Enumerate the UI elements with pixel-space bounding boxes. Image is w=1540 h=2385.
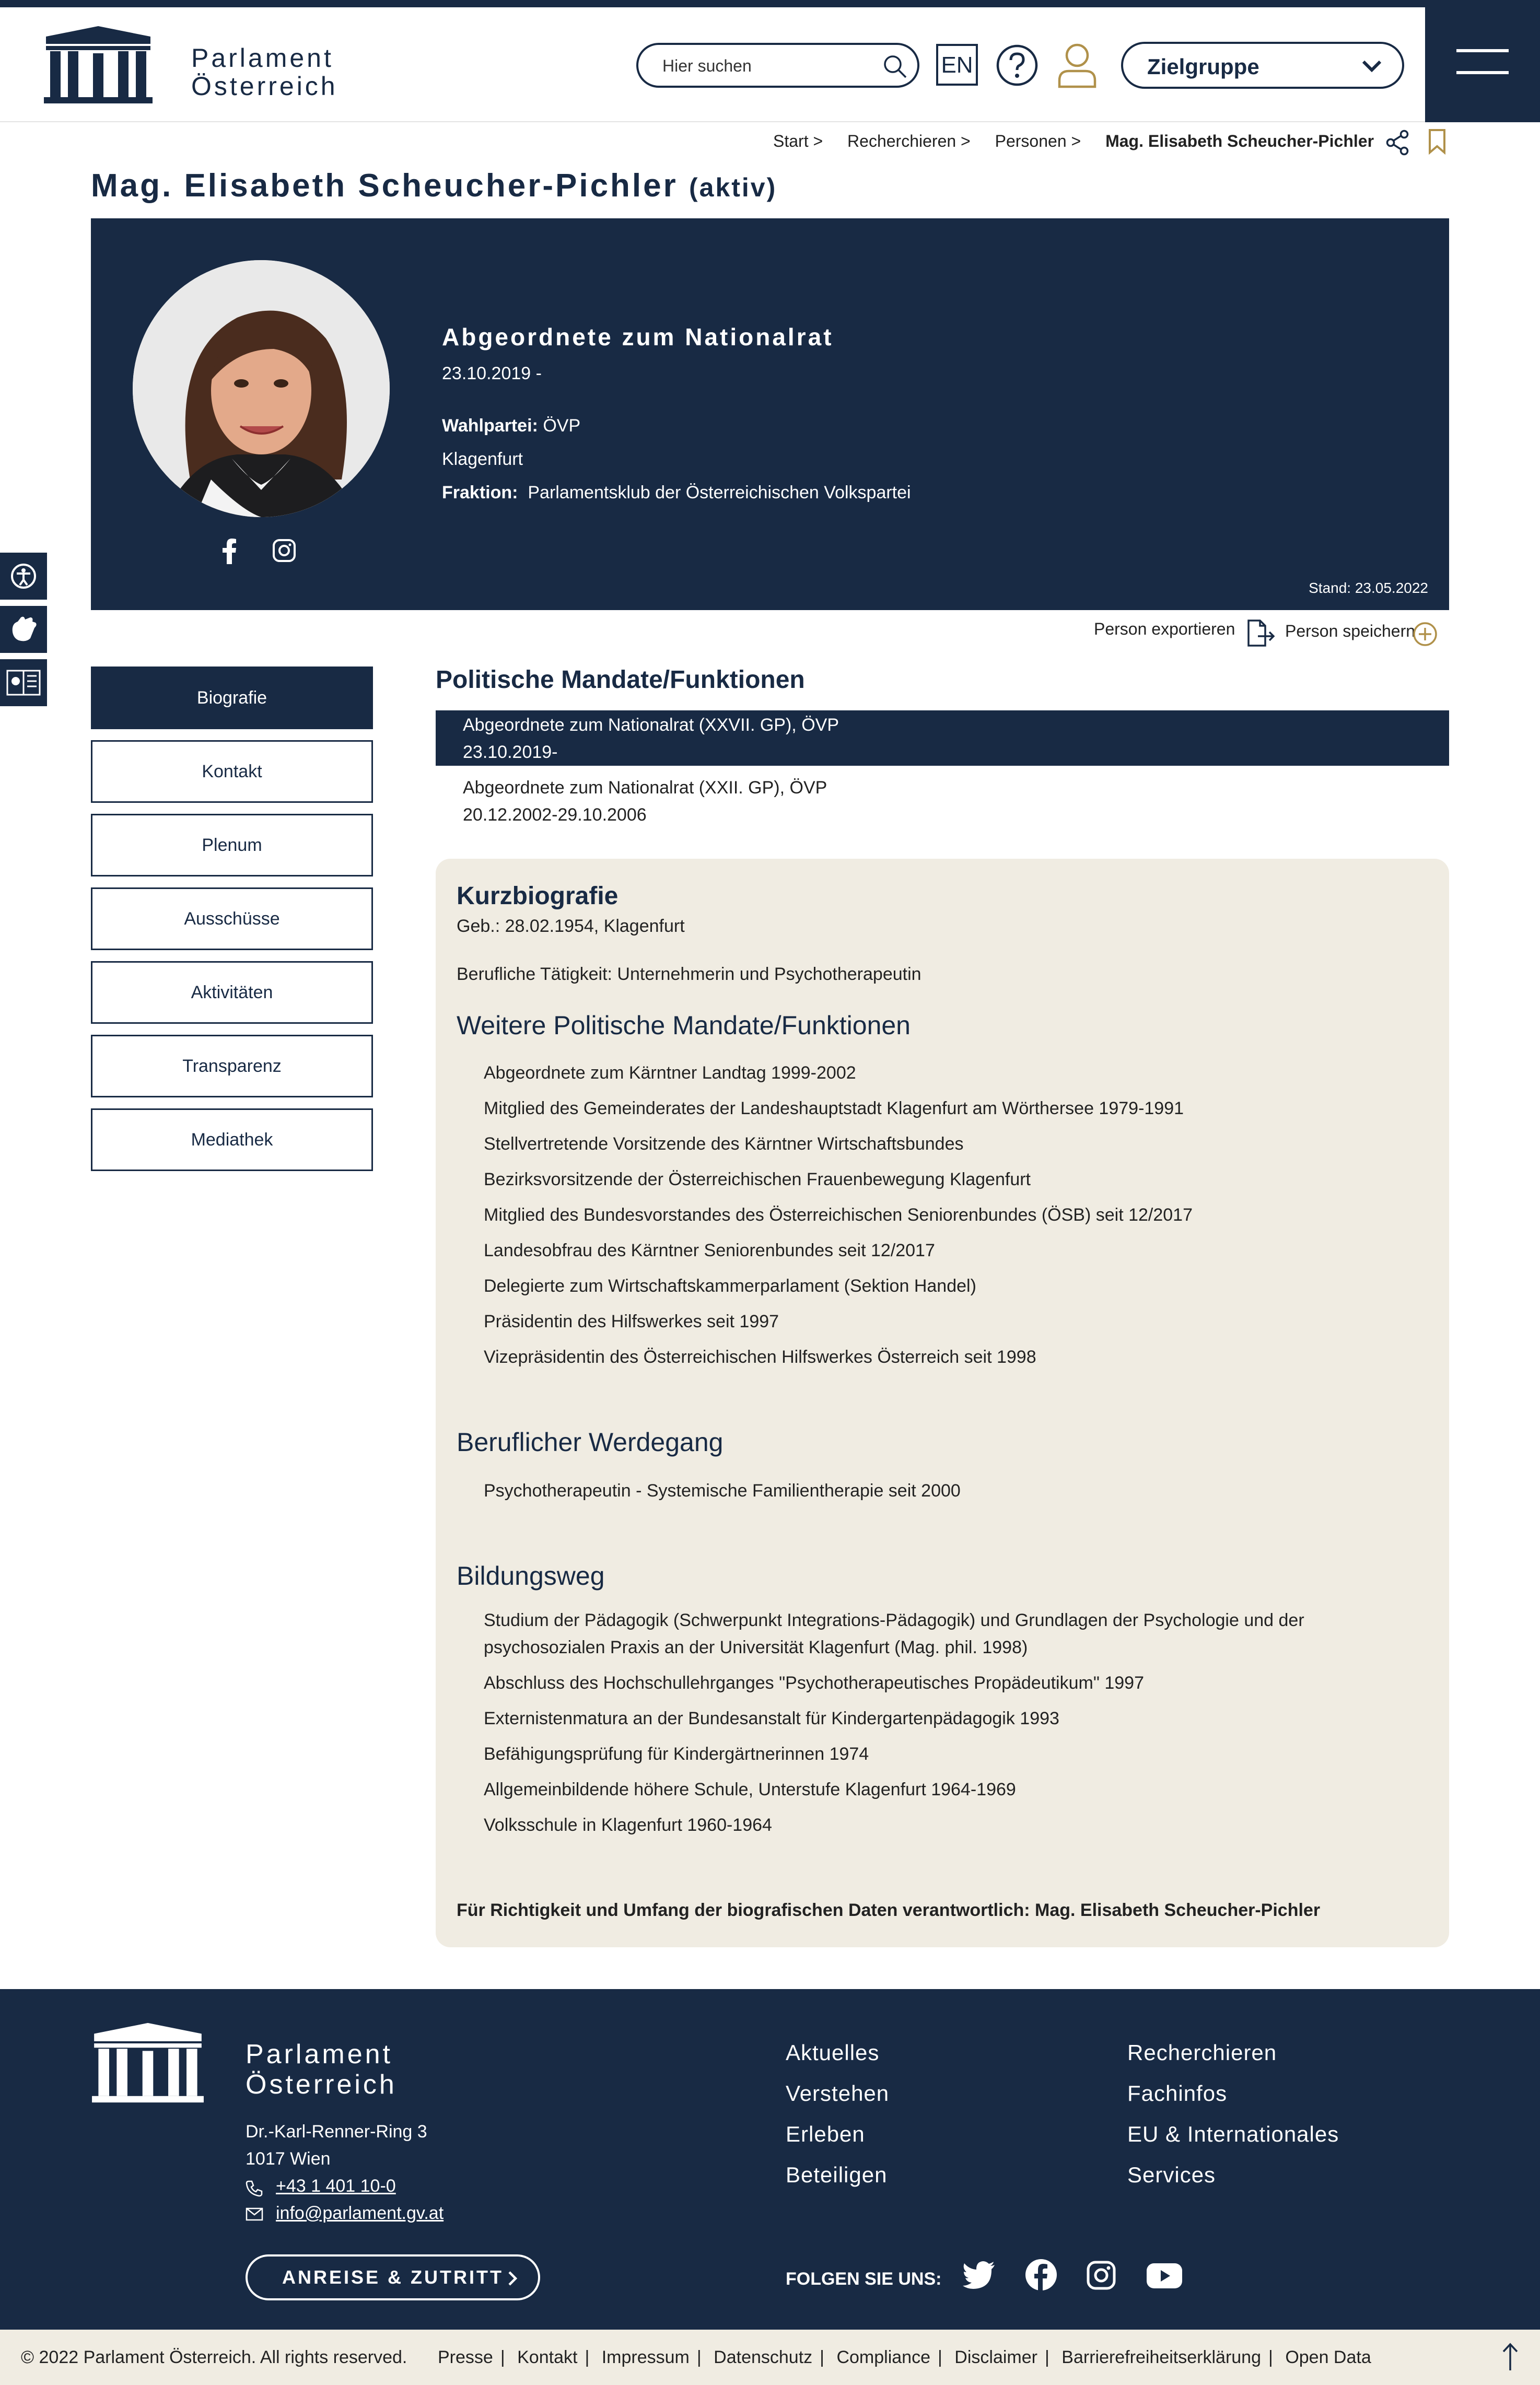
phone-link[interactable]: +43 1 401 10-0 <box>276 2176 396 2196</box>
career-heading: Beruflicher Werdegang <box>457 1428 724 1457</box>
separator: | <box>1268 2347 1273 2367</box>
breadcrumb <box>773 132 1374 151</box>
instagram-icon[interactable] <box>1087 2261 1116 2290</box>
legal-link-disclaimer[interactable]: Disclaimer <box>954 2347 1037 2367</box>
bookmark-icon[interactable] <box>1428 128 1446 155</box>
phone-line <box>246 2176 396 2196</box>
breadcrumb-current: Mag. Elisabeth Scheucher-Pichler <box>1105 132 1374 150</box>
export-person-link[interactable]: Person exportieren <box>1094 619 1235 638</box>
nav-mediathek[interactable]: Mediathek <box>91 1108 373 1171</box>
fraktion-line <box>442 483 911 503</box>
role-date: 23.10.2019 - <box>442 364 542 383</box>
page-title <box>91 167 777 204</box>
footer-link-erleben[interactable]: Erleben <box>786 2122 865 2146</box>
menu-icon-bar <box>1456 71 1509 74</box>
list-item: Studium der Pädagogik (Schwerpunkt Integrations-Pädagogik) und Grundlagen der Psychologie und der psychosozialen Praxis an der Universität Klagenfurt (Mag. phil. 1998) <box>484 1610 1304 1657</box>
menu-button[interactable] <box>1425 7 1540 122</box>
list-item: Mitglied des Bundesvorstandes des Österreichischen Seniorenbundes (ÖSB) seit 12/2017 <box>484 1205 1193 1225</box>
list-item: Volksschule in Klagenfurt 1960-1964 <box>484 1815 772 1835</box>
save-person-link[interactable]: Person speichern <box>1285 622 1416 640</box>
nav-biografie[interactable]: Biografie <box>91 667 373 729</box>
nav-ausschuesse[interactable]: Ausschüsse <box>91 887 373 950</box>
site-footer <box>0 1989 1540 2330</box>
list-item: Abgeordnete zum Kärntner Landtag 1999-2002 <box>484 1063 856 1083</box>
site-header <box>0 7 1540 122</box>
separator: | <box>820 2347 825 2367</box>
parliament-logo-icon[interactable] <box>91 2020 205 2104</box>
person-name: Mag. Elisabeth Scheucher-Pichler <box>91 168 678 204</box>
sign-language-icon <box>0 606 47 653</box>
legal-link-open-data[interactable]: Open Data <box>1285 2347 1371 2367</box>
accessibility-icon <box>0 553 47 600</box>
sign-language-tab[interactable] <box>0 606 47 653</box>
career-list <box>484 1473 1414 1509</box>
logo-line1: Parlament <box>191 43 334 73</box>
user-icon[interactable] <box>1057 42 1097 89</box>
list-item: Delegierte zum Wirtschaftskammerparlament (Sektion Handel) <box>484 1276 976 1296</box>
menu-icon <box>1456 49 1509 52</box>
separator: | <box>696 2347 702 2367</box>
twitter-icon[interactable] <box>962 2261 996 2290</box>
person-status: (aktiv) <box>689 173 777 202</box>
list-item: Mitglied des Gemeinderates der Landeshauptstadt Klagenfurt am Wörthersee 1979-1991 <box>484 1098 1184 1118</box>
party-label: Wahlpartei: <box>442 416 538 436</box>
top-strip <box>0 0 1540 7</box>
list-item: Präsidentin des Hilfswerkes seit 1997 <box>484 1312 779 1331</box>
legal-links <box>438 2347 1371 2368</box>
chevron-right-icon <box>507 2270 518 2287</box>
facebook-icon[interactable] <box>1025 2259 1057 2291</box>
parliament-logo-icon[interactable] <box>43 25 154 103</box>
footer-link-beteiligen[interactable]: Beteiligen <box>786 2162 888 2187</box>
separator: | <box>585 2347 590 2367</box>
instagram-icon[interactable] <box>272 538 297 563</box>
facebook-icon[interactable] <box>221 538 237 564</box>
email-link[interactable]: info@parlament.gv.at <box>276 2203 444 2223</box>
list-item: Vizepräsidentin des Österreichischen Hilfswerkes Österreich seit 1998 <box>484 1347 1036 1367</box>
logo-wordmark[interactable] <box>191 44 338 100</box>
footer-logo-line2: Österreich <box>246 2070 397 2100</box>
directions-button-label: ANREISE & ZUTRITT <box>282 2266 504 2288</box>
footer-logo-line1: Parlament <box>246 2039 393 2070</box>
separator: | <box>1044 2347 1049 2367</box>
separator: | <box>500 2347 505 2367</box>
follow-us-label: FOLGEN SIE UNS: <box>786 2269 942 2289</box>
legal-bar <box>0 2330 1540 2385</box>
share-icon[interactable] <box>1385 130 1409 156</box>
plus-circle-icon[interactable] <box>1413 622 1438 647</box>
further-mandates-list <box>484 1055 1414 1375</box>
help-icon[interactable] <box>996 44 1039 87</box>
mandates-heading: Politische Mandate/Funktionen <box>436 666 805 694</box>
accessibility-tab[interactable] <box>0 553 47 600</box>
further-mandates-heading: Weitere Politische Mandate/Funktionen <box>457 1011 911 1040</box>
nav-aktivitaeten[interactable]: Aktivitäten <box>91 961 373 1024</box>
separator: | <box>938 2347 942 2367</box>
legal-link-impressum[interactable]: Impressum <box>601 2347 690 2367</box>
address-city: 1017 Wien <box>246 2149 331 2169</box>
profile-panel <box>91 218 1449 610</box>
birth-info: Geb.: 28.02.1954, Klagenfurt <box>457 916 685 936</box>
education-heading: Bildungsweg <box>457 1561 605 1591</box>
person-photo <box>133 260 390 517</box>
breadcrumb-personen[interactable]: Personen > <box>995 132 1081 150</box>
footer-link-services[interactable]: Services <box>1127 2162 1216 2187</box>
list-item: Bezirksvorsitzende der Österreichischen Frauenbewegung Klagenfurt <box>484 1170 1031 1189</box>
list-item: Externistenmatura an der Bundesanstalt für Kindergartenpädagogik 1993 <box>484 1709 1059 1728</box>
mandate-date: 23.10.2019- <box>463 742 558 762</box>
search-box[interactable] <box>636 43 919 88</box>
occupation: Berufliche Tätigkeit: Unternehmerin und Psychotherapeutin <box>457 964 921 984</box>
education-list <box>484 1603 1414 1843</box>
export-document-icon[interactable] <box>1246 619 1276 648</box>
footer-wordmark[interactable] <box>246 2039 397 2100</box>
breadcrumb-start[interactable]: Start > <box>773 132 823 150</box>
youtube-icon[interactable] <box>1146 2263 1183 2289</box>
nav-kontakt[interactable]: Kontakt <box>91 740 373 803</box>
directions-button[interactable] <box>246 2254 540 2300</box>
footer-link-fachinfos[interactable]: Fachinfos <box>1127 2081 1228 2106</box>
legal-link-kontakt[interactable]: Kontakt <box>517 2347 578 2367</box>
language-button[interactable]: EN <box>936 44 978 86</box>
list-item: Psychotherapeutin - Systemische Familientherapie seit 2000 <box>484 1481 961 1501</box>
biography-disclaimer: Für Richtigkeit und Umfang der biografischen Daten verantwortlich: Mag. Elisabeth Scheucher-Pichler <box>457 1900 1321 1920</box>
nav-transparenz[interactable]: Transparenz <box>91 1035 373 1097</box>
constituency-city: Klagenfurt <box>442 449 523 469</box>
fraktion-value: Parlamentsklub der Österreichischen Volkspartei <box>528 483 911 502</box>
logo-line2: Österreich <box>191 72 338 101</box>
last-updated: Stand: 23.05.2022 <box>1309 580 1428 596</box>
email-line <box>246 2203 444 2224</box>
easy-read-icon <box>0 659 47 706</box>
footer-link-verstehen[interactable]: Verstehen <box>786 2081 890 2106</box>
address-street: Dr.-Karl-Renner-Ring 3 <box>246 2122 427 2142</box>
footer-link-eu-internationales[interactable]: EU & Internationales <box>1127 2122 1339 2146</box>
search-input[interactable] <box>662 55 882 76</box>
audience-select[interactable] <box>1121 42 1404 89</box>
breadcrumb-recherchieren[interactable]: Recherchieren > <box>847 132 971 150</box>
legal-link-datenschutz[interactable]: Datenschutz <box>714 2347 813 2367</box>
party-value: ÖVP <box>543 416 581 436</box>
list-item: Landesobfrau des Kärntner Seniorenbundes seit 12/2017 <box>484 1241 935 1260</box>
list-item: Allgemeinbildende höhere Schule, Unterstufe Klagenfurt 1964-1969 <box>484 1780 1016 1799</box>
chevron-down-icon <box>1361 59 1382 73</box>
list-item: Abschluss des Hochschullehrganges "Psychotherapeutisches Propädeutikum" 1997 <box>484 1673 1144 1693</box>
mandate-item[interactable] <box>436 710 1449 766</box>
party-line <box>442 416 580 436</box>
biography-card <box>436 859 1449 1947</box>
search-icon[interactable] <box>882 53 908 79</box>
footer-link-recherchieren[interactable]: Recherchieren <box>1127 2040 1277 2065</box>
mandate-date: 20.12.2002-29.10.2006 <box>463 805 647 825</box>
fraktion-label: Fraktion: <box>442 483 518 502</box>
arrow-up-icon[interactable] <box>1501 2342 1519 2371</box>
audience-select-label: Zielgruppe <box>1147 54 1259 79</box>
mandate-name: Abgeordnete zum Nationalrat (XXVII. GP), ÖVP <box>463 715 839 735</box>
mandate-name: Abgeordnete zum Nationalrat (XXII. GP), ÖVP <box>463 778 827 798</box>
legal-link-compliance[interactable]: Compliance <box>836 2347 930 2367</box>
easy-read-tab[interactable] <box>0 659 47 706</box>
biography-heading: Kurzbiografie <box>457 882 619 910</box>
legal-link-presse[interactable]: Presse <box>438 2347 493 2367</box>
nav-plenum[interactable]: Plenum <box>91 814 373 876</box>
list-item: Befähigungsprüfung für Kindergärtnerinnen 1974 <box>484 1744 869 1764</box>
copyright-notice: © 2022 Parlament Österreich. All rights reserved. <box>21 2347 407 2367</box>
current-role: Abgeordnete zum Nationalrat <box>442 323 834 350</box>
list-item: Stellvertretende Vorsitzende des Kärntner Wirtschaftsbundes <box>484 1134 964 1154</box>
footer-link-aktuelles[interactable]: Aktuelles <box>786 2040 880 2065</box>
mandate-item[interactable] <box>436 773 1449 828</box>
legal-link-barrierefreiheit[interactable]: Barrierefreiheitserklärung <box>1061 2347 1262 2367</box>
